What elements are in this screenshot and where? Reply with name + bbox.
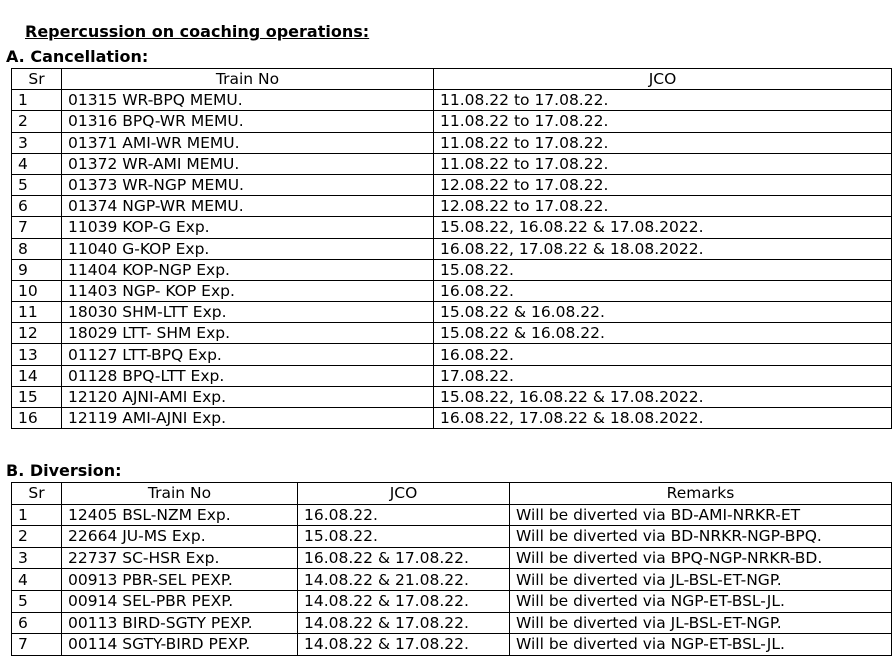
cell-sr: 12 [12,323,62,344]
cell-sr: 13 [12,344,62,365]
cell-jco: 14.08.22 & 17.08.22. [298,634,510,656]
cell-jco: 15.08.22, 16.08.22 & 17.08.2022. [434,386,892,407]
cell-jco: 11.08.22 to 17.08.22. [434,153,892,174]
cell-jco: 16.08.22 & 17.08.22. [298,547,510,569]
cell-jco: 14.08.22 & 17.08.22. [298,590,510,612]
cell-jco: 14.08.22 & 21.08.22. [298,569,510,591]
cell-sr: 9 [12,259,62,280]
cell-train-no: 00114 SGTY-BIRD PEXP. [62,634,298,656]
cell-train-no: 12405 BSL-NZM Exp. [62,504,298,526]
cell-sr: 2 [12,111,62,132]
cell-jco: 17.08.22. [434,365,892,386]
table-row [12,569,892,591]
cell-sr: 7 [12,217,62,238]
table-row [12,174,892,195]
cell-sr: 3 [12,547,62,569]
table-row [12,302,892,323]
cell-remarks: Will be diverted via BD-AMI-NRKR-ET [510,504,892,526]
cell-jco: 15.08.22. [298,526,510,548]
cell-jco: 11.08.22 to 17.08.22. [434,132,892,153]
cell-train-no: 01373 WR-NGP MEMU. [62,174,434,195]
cell-train-no: 22664 JU-MS Exp. [62,526,298,548]
cell-sr: 4 [12,569,62,591]
cell-train-no: 11040 G-KOP Exp. [62,238,434,259]
cell-sr: 16 [12,408,62,429]
cell-sr: 2 [12,526,62,548]
table-row [12,547,892,569]
diversion-section-title: B. Diversion: [6,461,122,480]
cell-train-no: 11403 NGP- KOP Exp. [62,280,434,301]
cell-train-no: 22737 SC-HSR Exp. [62,547,298,569]
header-train-no: Train No [62,69,434,90]
table-row [12,526,892,548]
header-jco: JCO [298,483,510,505]
cell-jco: 15.08.22 & 16.08.22. [434,323,892,344]
cell-train-no: 01127 LTT-BPQ Exp. [62,344,434,365]
table-row [12,153,892,174]
cell-jco: 16.08.22. [298,504,510,526]
cancellation-section-title: A. Cancellation: [6,47,149,66]
cell-sr: 10 [12,280,62,301]
cell-sr: 8 [12,238,62,259]
table-row [12,344,892,365]
cell-sr: 6 [12,612,62,634]
table-row [12,612,892,634]
cell-train-no: 18029 LTT- SHM Exp. [62,323,434,344]
diversion-table [11,482,892,656]
table-row [12,90,892,111]
table-row [12,504,892,526]
cell-train-no: 12120 AJNI-AMI Exp. [62,386,434,407]
cell-train-no: 11404 KOP-NGP Exp. [62,259,434,280]
cell-train-no: 11039 KOP-G Exp. [62,217,434,238]
cell-jco: 14.08.22 & 17.08.22. [298,612,510,634]
header-sr: Sr [12,69,62,90]
cell-train-no: 18030 SHM-LTT Exp. [62,302,434,323]
table-row [12,238,892,259]
cell-sr: 11 [12,302,62,323]
cell-sr: 1 [12,90,62,111]
cell-jco: 12.08.22 to 17.08.22. [434,174,892,195]
table-row [12,217,892,238]
cell-jco: 15.08.22. [434,259,892,280]
cell-remarks: Will be diverted via JL-BSL-ET-NGP. [510,612,892,634]
cell-train-no: 01316 BPQ-WR MEMU. [62,111,434,132]
cell-train-no: 00913 PBR-SEL PEXP. [62,569,298,591]
cell-sr: 1 [12,504,62,526]
cell-jco: 11.08.22 to 17.08.22. [434,111,892,132]
table-row [12,365,892,386]
page-heading: Repercussion on coaching operations: [25,22,370,41]
cell-jco: 16.08.22. [434,344,892,365]
cell-sr: 4 [12,153,62,174]
cell-jco: 16.08.22, 17.08.22 & 18.08.2022. [434,238,892,259]
cell-sr: 5 [12,590,62,612]
header-remarks: Remarks [510,483,892,505]
cell-sr: 6 [12,196,62,217]
cell-train-no: 01372 WR-AMI MEMU. [62,153,434,174]
cell-train-no: 01128 BPQ-LTT Exp. [62,365,434,386]
table-row [12,408,892,429]
cell-train-no: 00113 BIRD-SGTY PEXP. [62,612,298,634]
cell-remarks: Will be diverted via JL-BSL-ET-NGP. [510,569,892,591]
cell-remarks: Will be diverted via NGP-ET-BSL-JL. [510,590,892,612]
cell-train-no: 01315 WR-BPQ MEMU. [62,90,434,111]
diversion-header-row [12,483,892,505]
table-row [12,280,892,301]
cell-jco: 15.08.22, 16.08.22 & 17.08.2022. [434,217,892,238]
table-row [12,132,892,153]
table-row [12,590,892,612]
table-row [12,386,892,407]
cell-jco: 16.08.22. [434,280,892,301]
table-row [12,196,892,217]
cell-train-no: 01371 AMI-WR MEMU. [62,132,434,153]
cell-remarks: Will be diverted via NGP-ET-BSL-JL. [510,634,892,656]
cancellation-header-row [12,69,892,90]
header-jco: JCO [434,69,892,90]
cell-jco: 11.08.22 to 17.08.22. [434,90,892,111]
table-row [12,323,892,344]
cell-sr: 5 [12,174,62,195]
cell-sr: 15 [12,386,62,407]
table-row [12,259,892,280]
cell-jco: 12.08.22 to 17.08.22. [434,196,892,217]
cell-sr: 14 [12,365,62,386]
cell-jco: 16.08.22, 17.08.22 & 18.08.2022. [434,408,892,429]
table-row [12,111,892,132]
cell-train-no: 00914 SEL-PBR PEXP. [62,590,298,612]
table-row [12,634,892,656]
cell-sr: 3 [12,132,62,153]
cell-sr: 7 [12,634,62,656]
header-sr: Sr [12,483,62,505]
cell-jco: 15.08.22 & 16.08.22. [434,302,892,323]
cell-train-no: 12119 AMI-AJNI Exp. [62,408,434,429]
header-train-no: Train No [62,483,298,505]
cell-train-no: 01374 NGP-WR MEMU. [62,196,434,217]
cancellation-table [11,68,892,429]
cell-remarks: Will be diverted via BPQ-NGP-NRKR-BD. [510,547,892,569]
cell-remarks: Will be diverted via BD-NRKR-NGP-BPQ. [510,526,892,548]
